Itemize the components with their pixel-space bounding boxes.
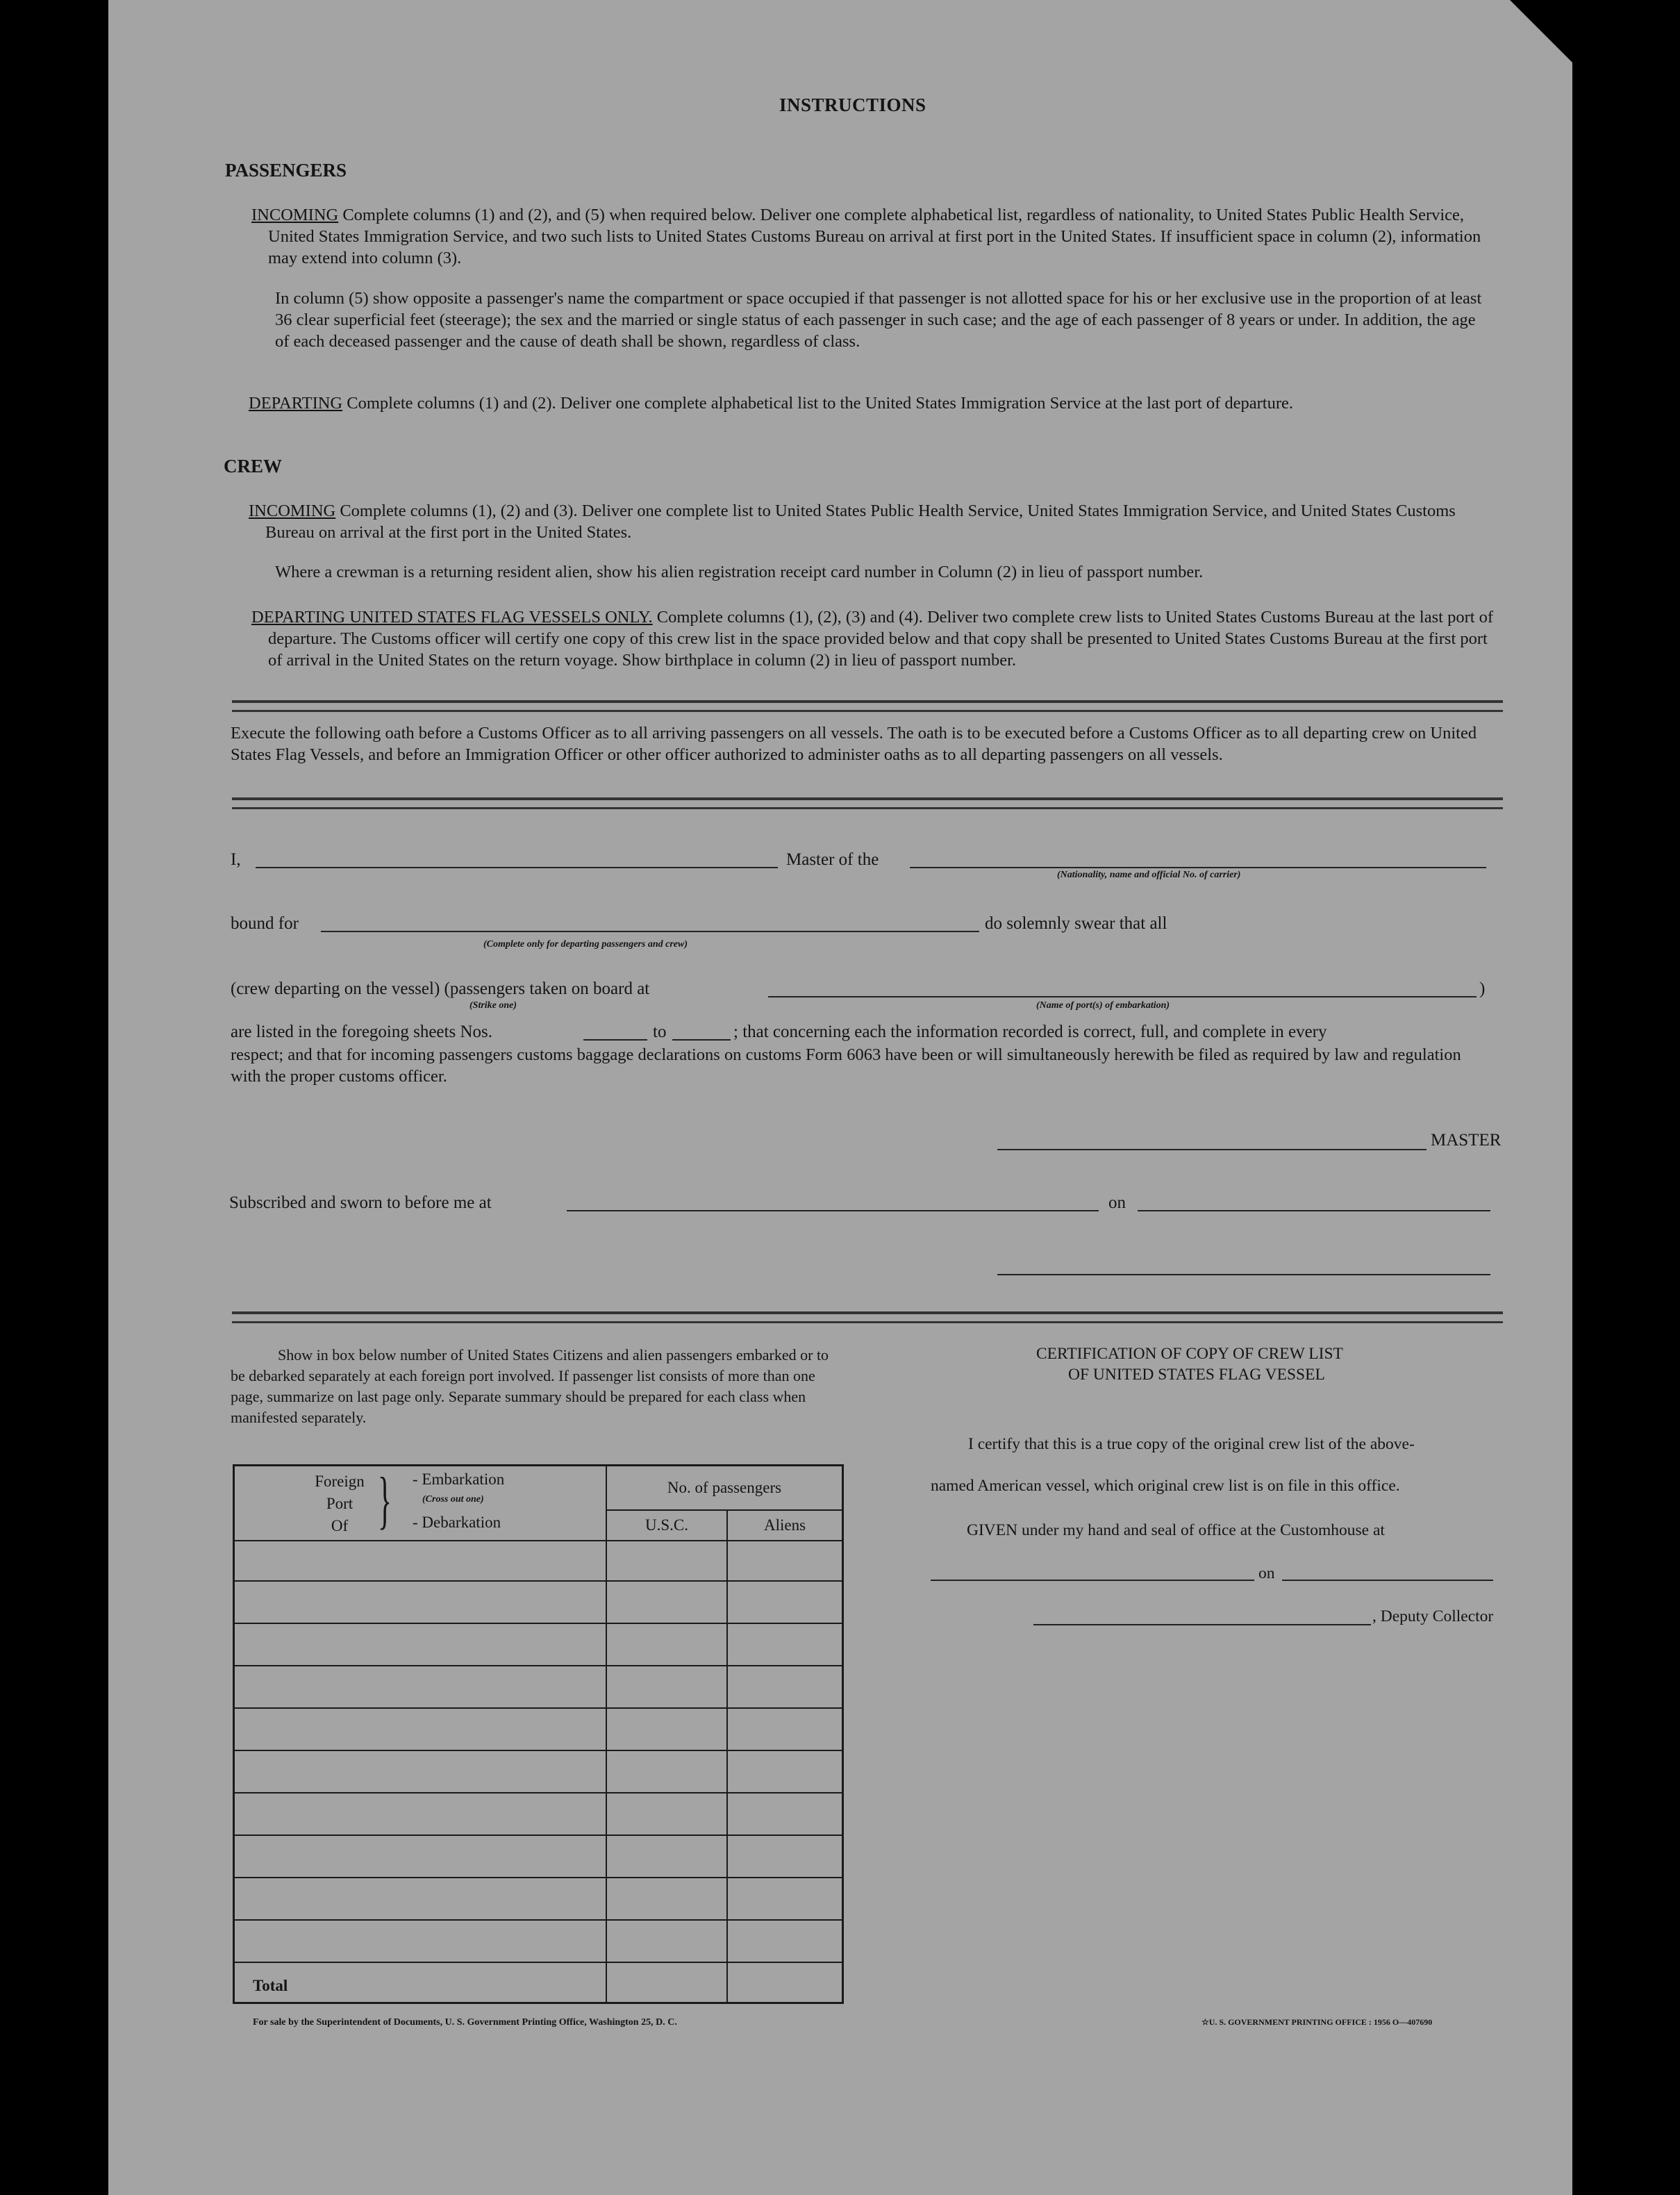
divider-line bbox=[232, 797, 1503, 809]
foreign-port-header bbox=[234, 1466, 607, 1541]
table-row bbox=[234, 1623, 843, 1666]
brace-icon: } bbox=[378, 1464, 392, 1535]
subscribed-label: Subscribed and sworn to before me at bbox=[229, 1193, 492, 1212]
passengers-column5-paragraph: In column (5) show opposite a passenger's name the compartment or space occupied if that passenger is not allotted space for his or her exclusive use in the proportion of at least 36 clear superficial feet (steerage); the sex and the married or single status of each passenger in such case; and the age of each passenger of 8 years or under. In addition, the age of each deceased passenger and the cause of death shall be shown, regardless of class. bbox=[275, 289, 1482, 351]
certification-on-label: on bbox=[1258, 1564, 1275, 1582]
folded-corner bbox=[1510, 0, 1572, 63]
foreign-label: Foreign bbox=[315, 1473, 365, 1490]
usc-cell[interactable] bbox=[606, 1878, 727, 1920]
debarkation-label: - Debarkation bbox=[413, 1514, 501, 1531]
crew-passengers-label: (crew departing on the vessel) (passengers taken on board at bbox=[231, 979, 650, 998]
aliens-cell[interactable] bbox=[727, 1793, 843, 1835]
crew-departing-text: Complete columns (1), (2), (3) and (4). Deliver two complete crew lists to United States Customs Bureau at the last port of departure. The Customs officer will certify one copy of this crew list in the space provided below and that copy shall be presented to United States Customs Bureau at the first port of arrival in the United States on the return voyage. Show birthplace in column (2) in lieu of passport number. bbox=[268, 608, 1494, 670]
master-signature-field[interactable] bbox=[997, 1149, 1427, 1150]
oath-instructions: Execute the following oath before a Customs Officer as to all arriving passengers on all vessels. The oath is to be executed before a Customs Officer as to all departing crew on United States Flag Vessels, and before an Immigration Officer or other officer authorized to administer oaths as to all departing passengers on all vessels. bbox=[231, 724, 1477, 764]
aliens-cell[interactable] bbox=[727, 1541, 843, 1581]
listed-to-label: to bbox=[653, 1022, 667, 1041]
divider-line bbox=[232, 700, 1503, 712]
certification-line1: I certify that this is a true copy of the original crew list of the above- bbox=[968, 1435, 1415, 1453]
aliens-cell[interactable] bbox=[727, 1750, 843, 1793]
port-cell[interactable] bbox=[234, 1708, 607, 1750]
usc-cell[interactable] bbox=[606, 1750, 727, 1793]
carrier-caption: (Nationality, name and official No. of carrier) bbox=[1057, 870, 1241, 880]
port-cell[interactable] bbox=[234, 1878, 607, 1920]
table-row bbox=[234, 1878, 843, 1920]
total-label: Total bbox=[234, 1962, 607, 2003]
passenger-summary-table bbox=[233, 1464, 844, 2004]
aliens-cell[interactable] bbox=[727, 1666, 843, 1708]
usc-cell[interactable] bbox=[606, 1541, 727, 1581]
carrier-field[interactable] bbox=[910, 867, 1486, 868]
port-cell[interactable] bbox=[234, 1920, 607, 1962]
embarkation-label: - Embarkation bbox=[413, 1471, 505, 1488]
sworn-date-field[interactable] bbox=[1138, 1210, 1490, 1211]
port-cell[interactable] bbox=[234, 1581, 607, 1623]
aliens-total-cell[interactable] bbox=[727, 1962, 843, 2003]
deputy-collector-label: , Deputy Collector bbox=[1372, 1607, 1494, 1625]
sworn-location-field[interactable] bbox=[567, 1210, 1099, 1211]
table-header-row bbox=[234, 1466, 843, 1510]
close-paren: ) bbox=[1479, 979, 1486, 998]
bound-for-label: bound for bbox=[231, 914, 299, 933]
usc-cell[interactable] bbox=[606, 1835, 727, 1878]
port-label: Port bbox=[326, 1495, 354, 1512]
aliens-cell[interactable] bbox=[727, 1920, 843, 1962]
passengers-departing-text: Complete columns (1) and (2). Deliver one complete alphabetical list to the United States Immigration Service at the last port of departure. bbox=[342, 394, 1293, 413]
master-label: MASTER bbox=[1431, 1131, 1502, 1150]
passengers-incoming-label: INCOMING bbox=[251, 206, 339, 224]
page-title: INSTRUCTIONS bbox=[779, 94, 926, 115]
table-row bbox=[234, 1708, 843, 1750]
certification-title-line1: CERTIFICATION OF COPY OF CREW LIST bbox=[1036, 1345, 1343, 1363]
sheet-from-field[interactable] bbox=[583, 1039, 647, 1041]
crew-departing-label: DEPARTING UNITED STATES FLAG VESSELS ONLY. bbox=[251, 608, 653, 627]
port-cell[interactable] bbox=[234, 1793, 607, 1835]
table-row bbox=[234, 1750, 843, 1793]
sheet-to-field[interactable] bbox=[672, 1039, 731, 1041]
sworn-on-label: on bbox=[1108, 1193, 1126, 1212]
passengers-incoming-text: Complete columns (1) and (2), and (5) when required below. Deliver one complete alphabetical list, regardless of nationality, to United States Public Health Service, United States Immigration Service, and two such lists to United States Customs Bureau on arrival at first port in the United States. If insufficient space in column (2), information may extend into column (3). bbox=[268, 206, 1481, 267]
usc-cell[interactable] bbox=[606, 1920, 727, 1962]
oath-i-label: I, bbox=[231, 850, 241, 869]
crew-alien-paragraph: Where a crewman is a returning resident alien, show his alien registration receipt card number in Column (2) in lieu of passport number. bbox=[275, 563, 1204, 581]
crew-heading: CREW bbox=[224, 456, 283, 477]
usc-cell[interactable] bbox=[606, 1623, 727, 1666]
aliens-cell[interactable] bbox=[727, 1708, 843, 1750]
footer-gpo-note: ☆U. S. GOVERNMENT PRINTING OFFICE : 1956 O—407690 bbox=[1201, 2017, 1433, 2027]
passengers-departing-label: DEPARTING bbox=[249, 394, 343, 413]
usc-cell[interactable] bbox=[606, 1666, 727, 1708]
certification-line2: named American vessel, which original crew list is on file in this office. bbox=[931, 1477, 1400, 1495]
listed-label: are listed in the foregoing sheets Nos. bbox=[231, 1022, 492, 1041]
certification-title-line2: OF UNITED STATES FLAG VESSEL bbox=[1068, 1366, 1325, 1384]
crew-incoming-label: INCOMING bbox=[249, 502, 336, 520]
usc-cell[interactable] bbox=[606, 1708, 727, 1750]
passengers-incoming-paragraph bbox=[251, 204, 1504, 269]
table-row bbox=[234, 1581, 843, 1623]
no-passengers-header: No. of passengers bbox=[606, 1466, 843, 1510]
embarkation-port-field[interactable] bbox=[768, 996, 1477, 997]
aliens-header: Aliens bbox=[727, 1510, 843, 1541]
port-cell[interactable] bbox=[234, 1541, 607, 1581]
port-cell[interactable] bbox=[234, 1666, 607, 1708]
passengers-heading: PASSENGERS bbox=[225, 160, 347, 181]
respect-paragraph: respect; and that for incoming passengers customs baggage declarations on customs Form 6063 have been or will simultaneously herewith be filed as required by law and regulation with the proper customs officer. bbox=[231, 1045, 1461, 1086]
divider-line bbox=[232, 1311, 1503, 1323]
customhouse-field[interactable] bbox=[931, 1580, 1254, 1581]
aliens-cell[interactable] bbox=[727, 1878, 843, 1920]
strike-one-caption: (Strike one) bbox=[469, 1000, 517, 1011]
usc-cell[interactable] bbox=[606, 1793, 727, 1835]
aliens-cell[interactable] bbox=[727, 1623, 843, 1666]
swear-label: do solemnly swear that all bbox=[985, 914, 1167, 933]
table-row bbox=[234, 1920, 843, 1962]
certification-line3: GIVEN under my hand and seal of office at the Customhouse at bbox=[967, 1521, 1385, 1539]
usc-total-cell[interactable] bbox=[606, 1962, 727, 2003]
master-of-the-label: Master of the bbox=[786, 850, 879, 869]
port-cell[interactable] bbox=[234, 1623, 607, 1666]
form-page bbox=[108, 0, 1572, 2195]
of-label: Of bbox=[331, 1517, 349, 1534]
aliens-cell[interactable] bbox=[727, 1581, 843, 1623]
summary-instructions: Show in box below number of United States Citizens and alien passengers embarked or to be debarked separately at each foreign port involved. If passenger list consists of more than one page, summarize on last page only. Separate summary should be prepared for each class when manifested separately. bbox=[231, 1346, 829, 1426]
port-cell[interactable] bbox=[234, 1835, 607, 1878]
port-cell[interactable] bbox=[234, 1750, 607, 1793]
total-row bbox=[234, 1962, 843, 2003]
crew-incoming-paragraph bbox=[249, 500, 1506, 543]
embarkation-port-caption: (Name of port(s) of embarkation) bbox=[1036, 1000, 1170, 1011]
listed-correct-label: ; that concerning each the information recorded is correct, full, and complete in every bbox=[733, 1022, 1327, 1041]
table-row bbox=[234, 1835, 843, 1878]
destination-field[interactable] bbox=[321, 931, 979, 932]
footer-sale-note: For sale by the Superintendent of Documents, U. S. Government Printing Office, Washington 25, D. C. bbox=[253, 2017, 677, 2028]
master-name-field[interactable] bbox=[256, 867, 778, 868]
crew-incoming-text: Complete columns (1), (2) and (3). Deliver one complete list to United States Public Health Service, United States Immigration Service, and United States Customs Bureau on arrival at the first port in the United States. bbox=[265, 502, 1456, 542]
table-row bbox=[234, 1666, 843, 1708]
table-row bbox=[234, 1793, 843, 1835]
aliens-cell[interactable] bbox=[727, 1835, 843, 1878]
usc-header: U.S.C. bbox=[606, 1510, 727, 1541]
usc-cell[interactable] bbox=[606, 1581, 727, 1623]
table-row bbox=[234, 1541, 843, 1581]
passengers-departing-paragraph bbox=[249, 392, 1506, 414]
cross-out-caption: (Cross out one) bbox=[422, 1494, 484, 1505]
deputy-collector-signature-field[interactable] bbox=[1033, 1624, 1371, 1625]
destination-caption: (Complete only for departing passengers and crew) bbox=[483, 939, 688, 950]
crew-departing-paragraph bbox=[251, 606, 1504, 671]
officer-signature-field[interactable] bbox=[997, 1274, 1490, 1275]
certification-date-field[interactable] bbox=[1282, 1580, 1493, 1581]
